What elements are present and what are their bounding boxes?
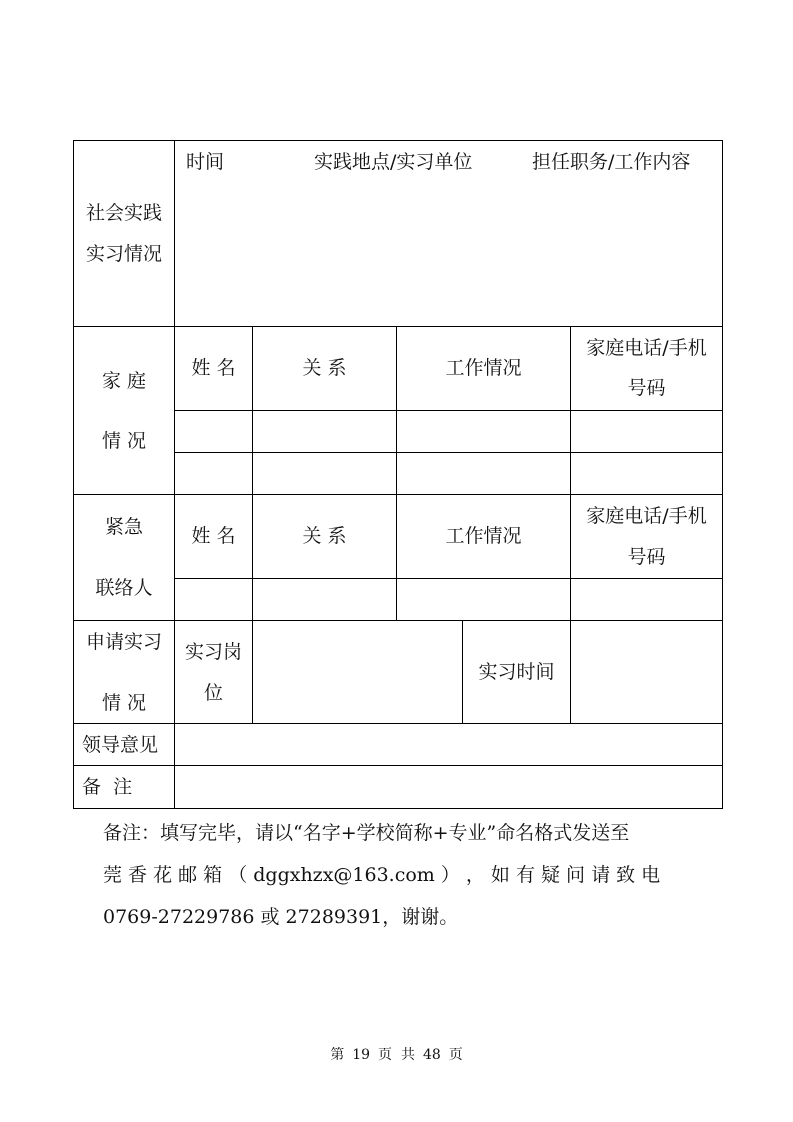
family-col-phone: 号码	[627, 377, 666, 399]
row-divider	[73, 494, 723, 495]
family-label: 情 况	[101, 430, 147, 452]
column-divider	[570, 326, 571, 621]
practice-col-role: 担任职务/工作内容	[532, 151, 691, 173]
footer-middle: 页 共	[378, 1047, 415, 1063]
leader-opinion-field[interactable]	[175, 724, 722, 765]
practice-row-label: 实习情况	[85, 243, 162, 265]
leader-opinion-label: 领导意见	[82, 734, 159, 756]
row-divider	[73, 326, 723, 327]
family-col-name: 姓 名	[191, 357, 236, 379]
emergency-label: 联络人	[95, 577, 153, 599]
remarks-field[interactable]	[175, 766, 722, 808]
application-post-label: 实习岗	[184, 641, 242, 663]
remarks-label: 备 注	[82, 776, 133, 798]
footer-suffix: 页	[448, 1047, 463, 1063]
table-border-right	[722, 140, 723, 809]
emergency-col-phone: 家庭电话/手机	[586, 505, 707, 527]
emergency-col-phone: 号码	[627, 546, 666, 568]
application-post-field[interactable]	[253, 621, 462, 723]
practice-col-time: 时间	[186, 151, 225, 173]
emergency-label: 紧急	[104, 516, 143, 538]
practice-col-place: 实践地点/实习单位	[314, 151, 473, 173]
note-line: 0769-27229786 或 27289391，谢谢。	[103, 906, 459, 928]
application-label: 申请实习	[85, 631, 162, 653]
family-label: 家 庭	[101, 370, 147, 392]
emergency-col-relation: 关 系	[302, 525, 347, 547]
row-divider	[174, 452, 723, 453]
footer-page-number: 19	[352, 1047, 371, 1063]
family-col-phone: 家庭电话/手机	[586, 337, 707, 359]
application-post-label: 位	[203, 682, 223, 704]
practice-row-label: 社会实践	[85, 202, 162, 224]
row-divider	[174, 410, 723, 411]
table-border-top	[73, 140, 723, 141]
footer-prefix: 第	[330, 1047, 345, 1063]
practice-entry-area[interactable]	[175, 180, 722, 326]
application-label: 情 况	[101, 692, 147, 714]
application-time-field[interactable]	[571, 621, 722, 723]
emergency-col-work: 工作情况	[445, 525, 522, 547]
note-line: 备注：填写完毕，请以“名字+学校简称+专业”命名格式发送至	[103, 822, 630, 844]
application-time-label: 实习时间	[478, 661, 555, 683]
table-border-bottom	[73, 808, 723, 809]
family-col-work: 工作情况	[445, 357, 522, 379]
row-divider	[174, 578, 723, 579]
page-footer	[0, 1044, 793, 1064]
family-col-relation: 关 系	[302, 357, 347, 379]
note-line: 莞 香 花 邮 箱 （ dggxhzx@163.com ） ， 如 有 疑 问 请 致 电	[103, 864, 661, 886]
footer-total-pages: 48	[422, 1047, 441, 1063]
emergency-col-name: 姓 名	[191, 525, 236, 547]
